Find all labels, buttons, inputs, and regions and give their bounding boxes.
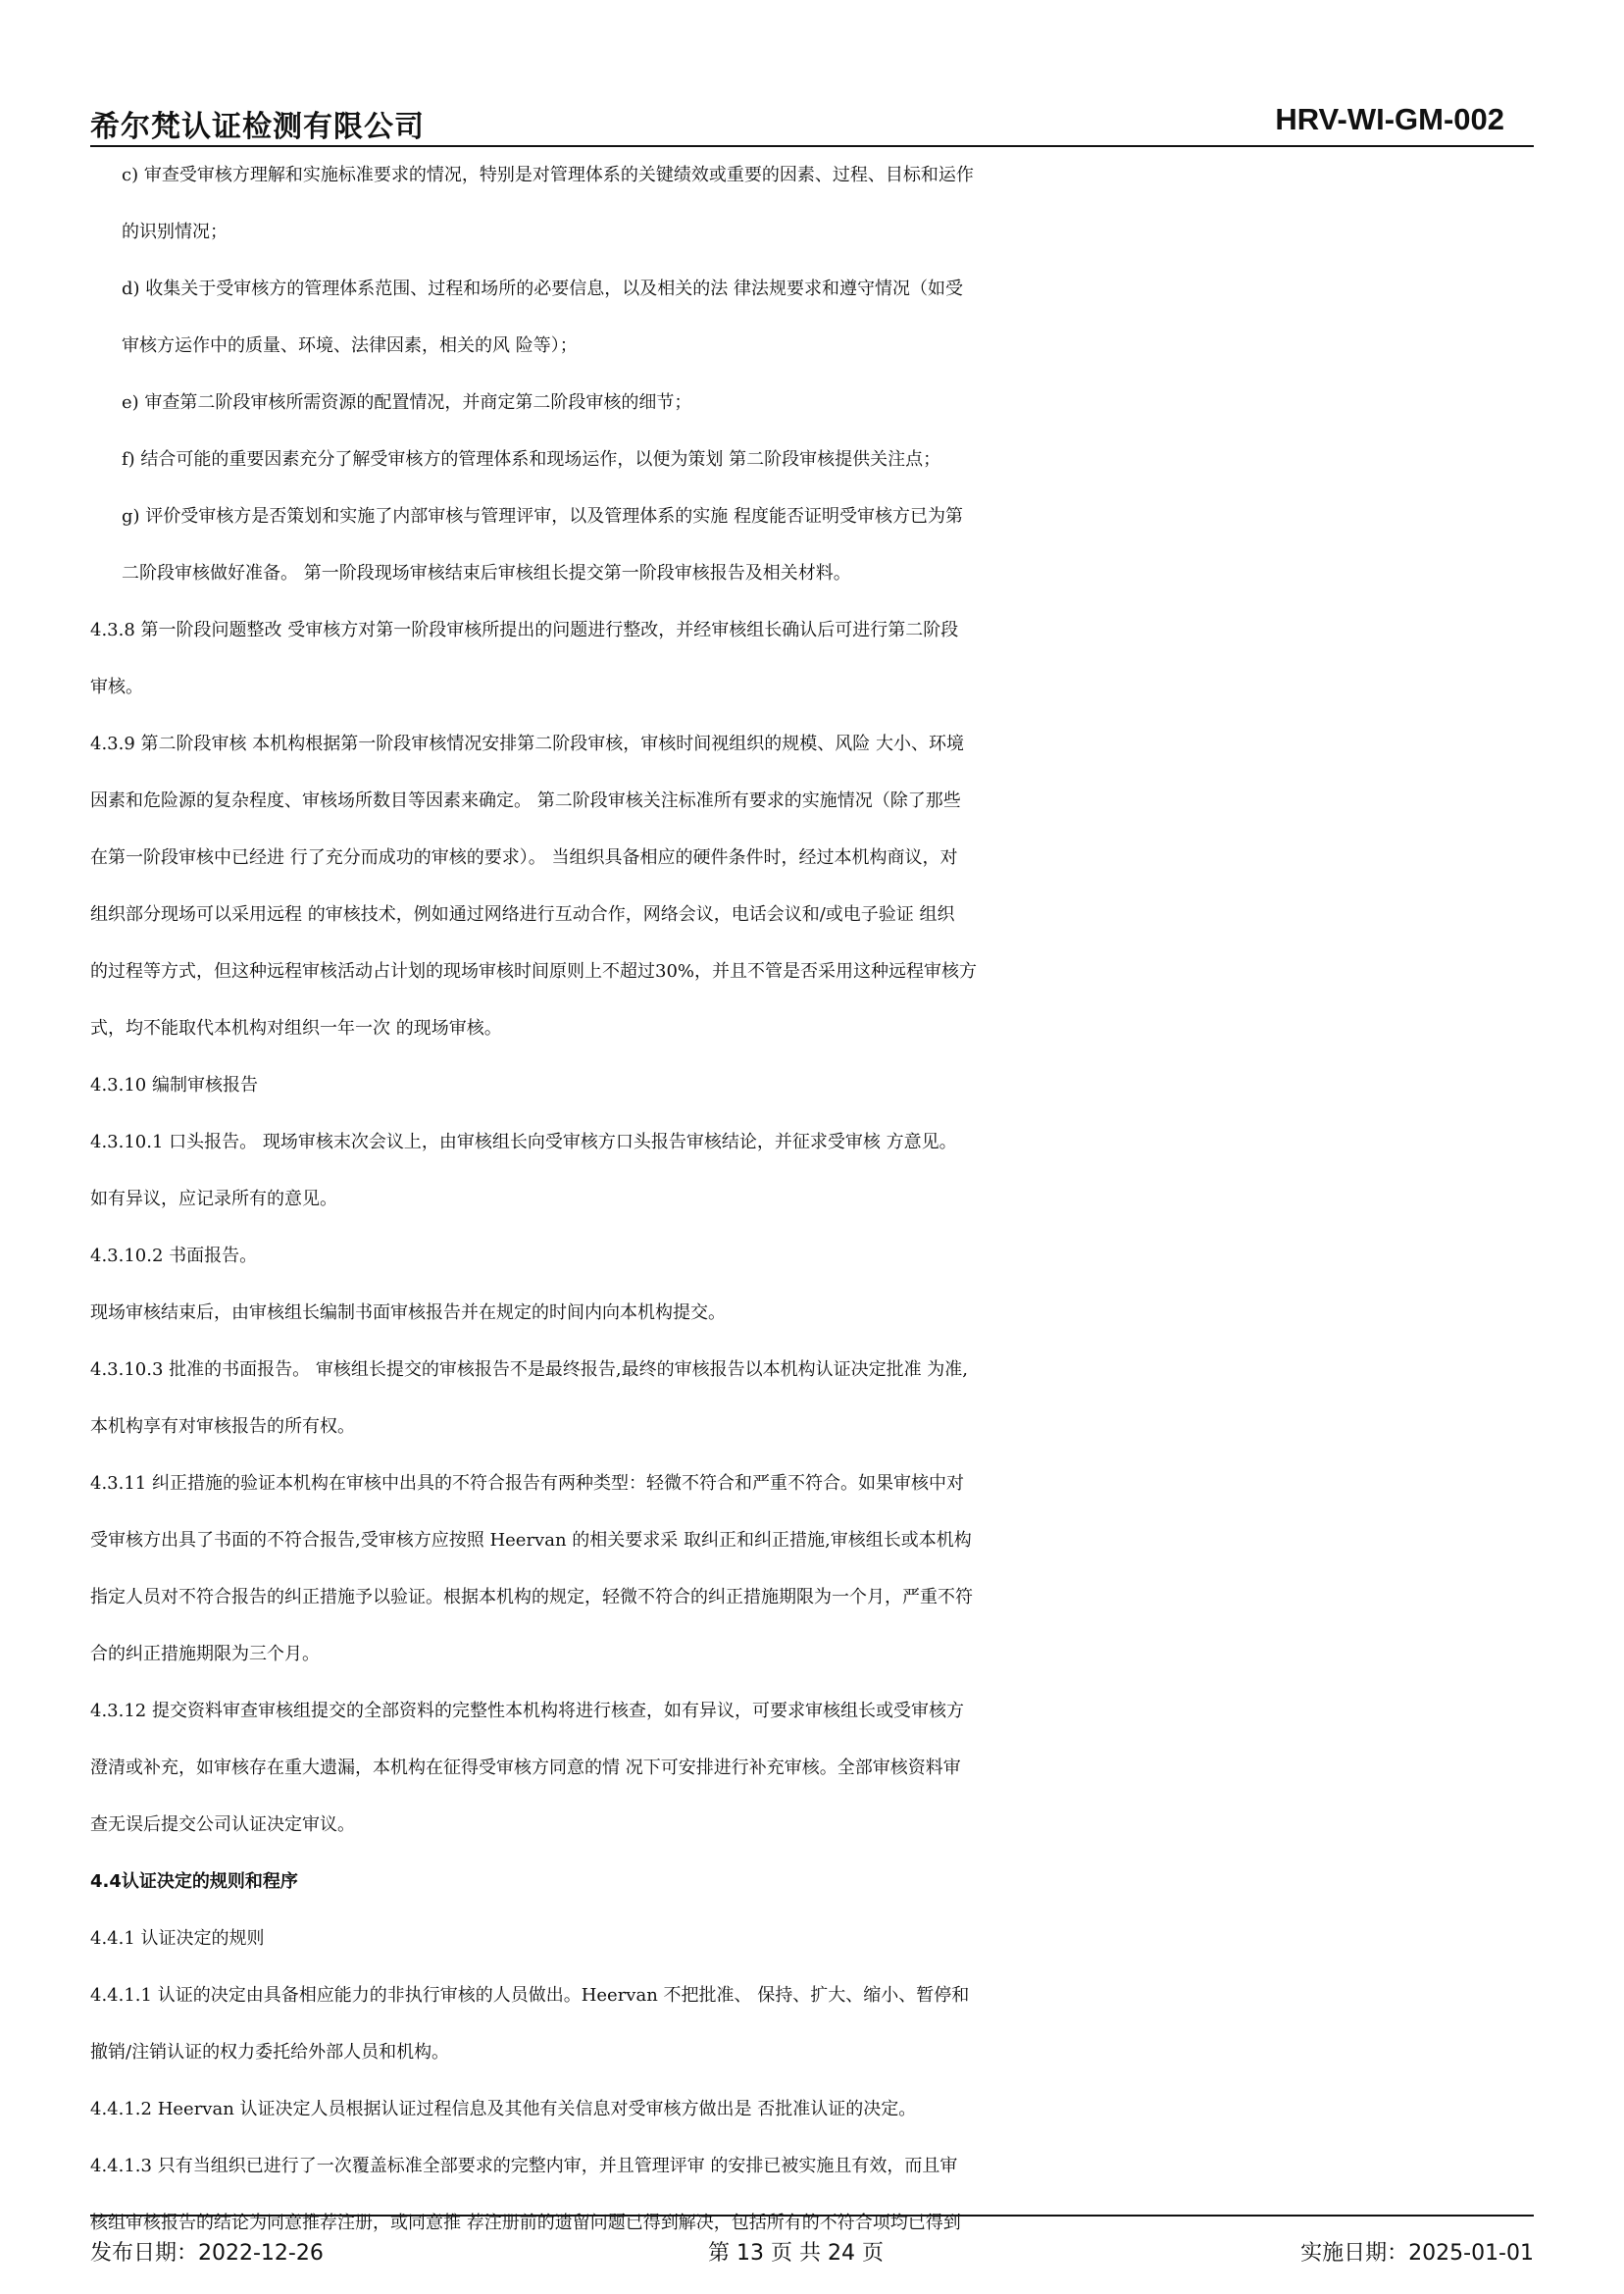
text-line: 查无误后提交公司认证决定审议。: [90, 1814, 355, 1835]
text-line: g) 评价受审核方是否策划和实施了内部审核与管理评审，以及管理体系的实施 程度能否证明受审核方已为第: [122, 506, 963, 527]
text-line: 的识别情况；: [122, 222, 228, 242]
text-line: e) 审查第二阶段审核所需资源的配置情况，并商定第二阶段审核的细节；: [122, 392, 692, 413]
text-line: 的过程等方式，但这种远程审核活动占计划的现场审核时间原则上不超过30%，并且不管是否采用这种远程审核方: [90, 961, 978, 982]
text-line: 4.3.10.3 批准的书面报告。 审核组长提交的审核报告不是最终报告,最终的审核报告以本机构认证决定批准 为准,: [90, 1359, 969, 1380]
text-line: d) 收集关于受审核方的管理体系范围、过程和场所的必要信息，以及相关的法 律法规要求和遵守情况（如受: [122, 279, 963, 299]
text-line: 式，均不能取代本机构对组织一年一次 的现场审核。: [90, 1018, 502, 1039]
company-name: 希尔梵认证检测有限公司: [90, 110, 425, 144]
text-line: 4.3.10.1 口头报告。 现场审核末次会议上，由审核组长向受审核方口头报告审核结论，并征求受审核 方意见。: [90, 1132, 957, 1152]
text-line: 本机构享有对审核报告的所有权。: [90, 1416, 355, 1437]
text-line: 组织部分现场可以采用远程 的审核技术，例如通过网络进行互动合作，网络会议，电话会议和/或电子验证 组织: [90, 904, 955, 925]
section-heading: 4.4认证决定的规则和程序: [90, 1871, 298, 1892]
text-line: 4.3.10.2 书面报告。: [90, 1246, 258, 1266]
text-line: 现场审核结束后，由审核组长编制书面审核报告并在规定的时间内向本机构提交。: [90, 1302, 726, 1323]
page-number: 第 13 页 共 24 页: [708, 2241, 884, 2266]
text-line: 因素和危险源的复杂程度、审核场所数目等因素来确定。 第二阶段审核关注标准所有要求的实施情况（除了那些: [90, 790, 961, 811]
issue-date: 发布日期：2022-12-26: [90, 2241, 324, 2266]
text-line: c) 审查受审核方理解和实施标准要求的情况，特别是对管理体系的关键绩效或重要的因素、过程、目标和运作: [122, 165, 974, 185]
text-line: 4.3.8 第一阶段问题整改 受审核方对第一阶段审核所提出的问题进行整改，并经审核组长确认后可进行第二阶段: [90, 620, 959, 640]
text-line: 4.3.10 编制审核报告: [90, 1075, 258, 1096]
text-line: 在第一阶段审核中已经进 行了充分而成功的审核的要求）。 当组织具备相应的硬件条件时，经过本机构商议，对: [90, 847, 958, 868]
text-line: 4.3.11 纠正措施的验证本机构在审核中出具的不符合报告有两种类型：轻微不符合和严重不符合。如果审核中对: [90, 1473, 964, 1494]
text-line: 指定人员对不符合报告的纠正措施予以验证。根据本机构的规定，轻微不符合的纠正措施期限为一个月，严重不符: [90, 1587, 973, 1607]
text-line: 合的纠正措施期限为三个月。: [90, 1644, 320, 1664]
text-line: 4.3.9 第二阶段审核 本机构根据第一阶段审核情况安排第二阶段审核，审核时间视组织的规模、风险 大小、环境: [90, 734, 964, 754]
text-line: 4.4.1.3 只有当组织已进行了一次覆盖标准全部要求的完整内审，并且管理评审 的安排已被实施且有效，而且审: [90, 2156, 958, 2176]
footer-divider: [90, 2215, 1534, 2217]
text-line: 4.4.1.2 Heervan 认证决定人员根据认证过程信息及其他有关信息对受审核方做出是 否批准认证的决定。: [90, 2099, 917, 2119]
document-body: [90, 147, 1551, 2252]
effective-date: 实施日期：2025-01-01: [1300, 2241, 1534, 2266]
document-code: HRV-WI-GM-002: [1275, 102, 1504, 136]
text-line: 4.4.1 认证决定的规则: [90, 1928, 265, 1949]
page-footer: [90, 2236, 1534, 2275]
text-line: 审核。: [90, 677, 143, 697]
text-line: 澄清或补充，如审核存在重大遗漏，本机构在征得受审核方同意的情 况下可安排进行补充审核。全部审核资料审: [90, 1758, 961, 1778]
text-line: 核组审核报告的结论为同意推荐注册，或同意推 荐注册前的遗留问题已得到解决，包括所有的不符合项均已得到: [90, 2213, 961, 2233]
page-header: [90, 98, 1534, 147]
text-line: 4.3.12 提交资料审查审核组提交的全部资料的完整性本机构将进行核查，如有异议，可要求审核组长或受审核方: [90, 1701, 964, 1721]
text-line: 审核方运作中的质量、环境、法律因素，相关的风 险等）；: [122, 335, 578, 356]
text-line: 如有异议，应记录所有的意见。: [90, 1189, 337, 1209]
text-line: f) 结合可能的重要因素充分了解受审核方的管理体系和现场运作，以便为策划 第二阶段审核提供关注点；: [122, 449, 941, 470]
text-line: 4.4.1.1 认证的决定由具备相应能力的非执行审核的人员做出。Heervan 不把批准、 保持、扩大、缩小、暂停和: [90, 1985, 970, 2006]
text-line: 二阶段审核做好准备。 第一阶段现场审核结束后审核组长提交第一阶段审核报告及相关材料。: [122, 563, 851, 584]
text-line: 撤销/注销认证的权力委托给外部人员和机构。: [90, 2042, 450, 2063]
text-line: 受审核方出具了书面的不符合报告,受审核方应按照 Heervan 的相关要求采 取纠正和纠正措施,审核组长或本机构: [90, 1530, 972, 1551]
